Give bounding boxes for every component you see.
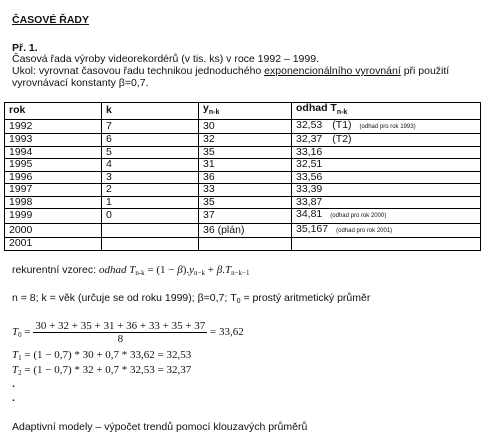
recursive-label: rekurentní vzorec: (12, 264, 99, 276)
odhad-value: 33,39 (296, 183, 323, 196)
header-k: k (102, 103, 199, 120)
odhad-note: (T1) (332, 118, 352, 131)
odhad-value: 32,37 (296, 133, 323, 146)
cell-y (199, 238, 292, 251)
cell-k: 2 (102, 184, 199, 197)
table-row (5, 159, 481, 172)
odhad-value: 34,81 (296, 208, 323, 221)
cell-odhad (292, 184, 481, 197)
cell-rok: 1998 (5, 196, 102, 209)
cell-y: 31 (199, 159, 292, 172)
table-row (5, 146, 481, 159)
intro-line-1: Časová řada výroby videorekordérů (v tis. ks) v roce 1992 – 1999. (12, 53, 319, 65)
table-row (5, 171, 481, 184)
recursive-formula-line (12, 264, 249, 277)
table-row (5, 184, 481, 197)
table-row (5, 223, 481, 238)
table-row (5, 238, 481, 251)
table-row (5, 196, 481, 209)
recursive-formula: odhad Tn-k = (1 − β).yn−k + β.Tn−k−1 (98, 264, 250, 277)
cell-k: 1 (102, 196, 199, 209)
header-odhad: odhad $T_{n-k}$ (292, 103, 481, 120)
table-header-row (5, 103, 481, 120)
footer-text: Adaptivní modely – výpočet trendů pomocí klouzavých průměrů (12, 421, 308, 433)
cell-rok: 1997 (5, 184, 102, 197)
table-row (5, 134, 481, 147)
page-title: ČASOVÉ ŘADY (12, 14, 90, 26)
intro-line-2a: Ukol: vyrovnat časovou řadu technikou jednoduchého (12, 65, 265, 77)
cell-k: 4 (102, 159, 199, 172)
cell-y: 36 (199, 171, 292, 184)
header-y: $y_{n-k}$ (199, 103, 292, 120)
odhad-value: 33,87 (296, 195, 323, 208)
cell-k (102, 223, 199, 238)
odhad-small-note: (odhad pro rok 2001) (336, 227, 393, 234)
data-table (4, 102, 481, 251)
odhad-small-note: (odhad pro rok 2000) (330, 213, 387, 220)
cell-odhad (292, 196, 481, 209)
cell-y: 33 (199, 184, 292, 197)
cell-rok: 2000 (5, 223, 102, 238)
odhad-value: 32,53 (296, 118, 323, 131)
t0-equation: T0 = $\frac{30 + 32 + 35 + 31 + 36 + 33 + 35 + 37}{8}$ = 33,62 (12, 320, 244, 345)
odhad-note: (T2) (332, 133, 352, 146)
odhad-value: 32,51 (296, 158, 323, 171)
intro-link-text: exponencionálního vyrovnání (264, 65, 401, 77)
cell-k: 7 (102, 119, 199, 134)
example-label: Př. 1. (12, 42, 38, 54)
intro-line-2b: při použití (400, 65, 450, 77)
cell-odhad (292, 119, 481, 134)
continuation-dot-1: . (12, 378, 15, 390)
cell-rok: 1996 (5, 171, 102, 184)
cell-y: 30 (199, 119, 292, 134)
t2-equation: T2 = (1 − 0,7) * 32 + 0,7 * 32,53 = 32,37 (12, 364, 192, 377)
header-rok: rok (5, 103, 102, 120)
cell-rok: 1995 (5, 159, 102, 172)
cell-k: 5 (102, 146, 199, 159)
cell-odhad (292, 209, 481, 224)
cell-odhad (292, 146, 481, 159)
cell-odhad (292, 223, 481, 238)
cell-rok: 1992 (5, 119, 102, 134)
cell-odhad (292, 238, 481, 251)
cell-rok: 2001 (5, 238, 102, 251)
cell-k: 0 (102, 209, 199, 224)
intro-line-3: vyrovnávací konstanty β=0,7. (12, 77, 149, 89)
cell-y: 35 (199, 196, 292, 209)
odhad-value: 33,56 (296, 170, 323, 183)
cell-odhad (292, 171, 481, 184)
odhad-value: 33,16 (296, 145, 323, 158)
cell-rok: 1999 (5, 209, 102, 224)
t0-fraction: $\frac{30 + 32 + 35 + 31 + 36 + 33 + 35 + 37}{8}$ (35, 320, 206, 345)
table-row (5, 209, 481, 224)
cell-y: 32 (199, 134, 292, 147)
odhad-value: 35,167 (296, 222, 329, 235)
cell-k (102, 238, 199, 251)
cell-y: 35 (199, 146, 292, 159)
odhad-small-note: (odhad pro rok 1993) (359, 123, 416, 130)
cell-y: 36 (plán) (199, 223, 292, 238)
cell-rok: 1993 (5, 134, 102, 147)
continuation-dot-2: . (12, 392, 15, 404)
cell-odhad (292, 159, 481, 172)
cell-k: 6 (102, 134, 199, 147)
table-row (5, 119, 481, 134)
intro-line-2 (12, 65, 449, 77)
parameters-line: n = 8; k = věk (určuje se od roku 1999); β=0,7; T0 = prostý aritmetický průměr (12, 292, 371, 305)
cell-odhad (292, 134, 481, 147)
cell-y: 37 (199, 209, 292, 224)
cell-k: 3 (102, 171, 199, 184)
cell-rok: 1994 (5, 146, 102, 159)
t1-equation: T1 = (1 − 0,7) * 30 + 0,7 * 33,62 = 32,53 (12, 349, 192, 362)
